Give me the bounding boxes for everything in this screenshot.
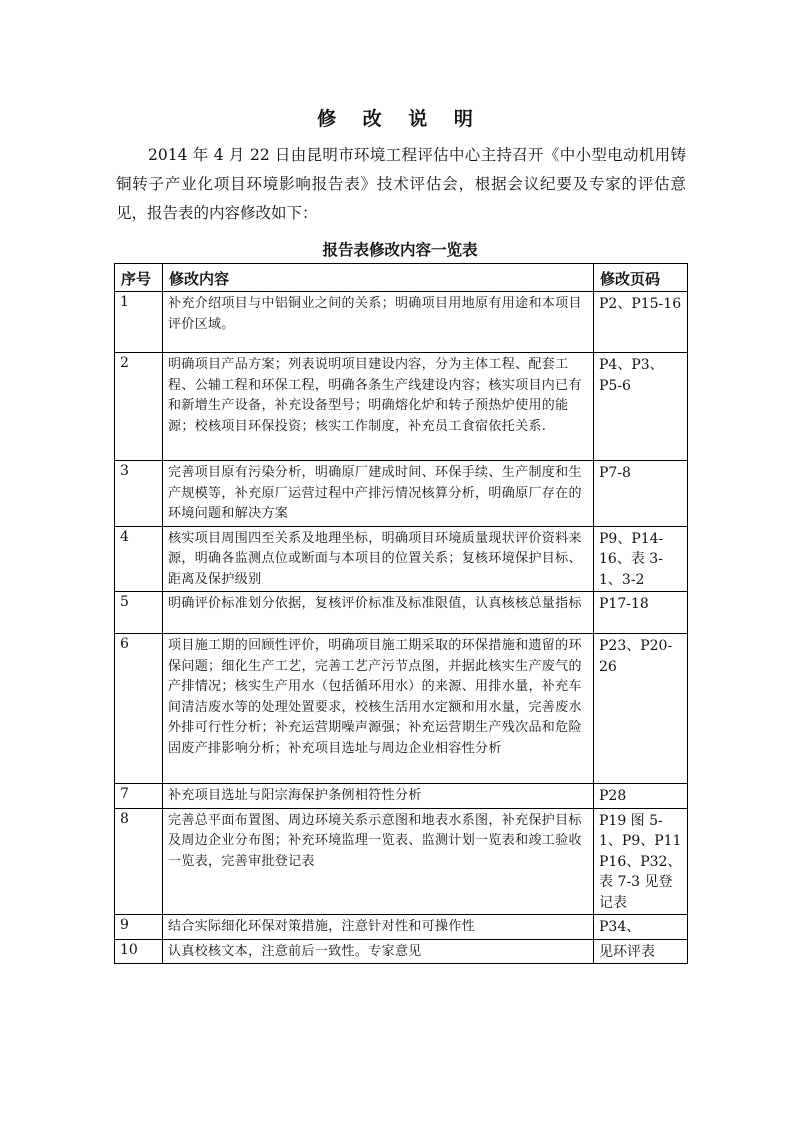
row-pages: P34、 — [594, 915, 688, 940]
row-content: 补充项目选址与阳宗海保护条例相符性分析 — [163, 784, 594, 809]
revision-table — [114, 263, 688, 964]
row-content: 项目施工期的回顾性评价，明确项目施工期采取的环保措施和遗留的环保问题；细化生产工艺，完善工艺产污节点图，并据此核实生产废气的产排情况；核实生产用水（包括循环用水）的来源、用排水量，补充车间清洁废水等的处理处置要求，校核生活用水定额和用水量，完善废水外排可行性分析；补充运营期噪声源强；补充运营期生产残次品和危险固废产排影响分析；补充项目选址与周边企业相容性分析 — [163, 634, 594, 784]
table-row — [115, 461, 688, 527]
row-pages: P7-8 — [594, 461, 688, 527]
intro-paragraph: 2014 年 4 月 22 日由昆明市环境工程评估中心主持召开《中小型电动机用铸铜转子产业化项目环境影响报告表》技术评估会，根据会议纪要及专家的评估意见，报告表的内容修改如下： — [116, 146, 686, 222]
table-row — [115, 292, 688, 353]
table-row — [115, 353, 688, 461]
table-header-row — [115, 264, 688, 292]
row-no: 3 — [115, 461, 163, 527]
row-content: 完善总平面布置图、周边环境关系示意图和地表水系图，补充保护目标及周边企业分布图；补充环境监理一览表、监测计划一览表和竣工验收一览表，完善审批登记表 — [163, 808, 594, 915]
row-content: 核实项目周围四至关系及地理坐标，明确项目环境质量现状评价资料来源，明确各监测点位或断面与本项目的位置关系；复核环境保护目标、距离及保护级别 — [163, 526, 594, 592]
row-content: 认真校核文本，注意前后一致性。专家意见 — [163, 939, 594, 964]
table-row — [115, 939, 688, 964]
row-pages: P17-18 — [594, 592, 688, 634]
table-row — [115, 915, 688, 940]
row-no: 5 — [115, 592, 163, 634]
row-pages: P4、P3、P5-6 — [594, 353, 688, 461]
row-pages: P28 — [594, 784, 688, 809]
table-row — [115, 526, 688, 592]
row-pages: P2、P15-16 — [594, 292, 688, 353]
table-row — [115, 808, 688, 915]
row-content: 明确评价标准划分依据，复核评价标准及标准限值，认真核核总量指标 — [163, 592, 594, 634]
row-pages: P9、P14-16、表 3-1、3-2 — [594, 526, 688, 592]
row-content: 补充介绍项目与中铝铜业之间的关系；明确项目用地原有用途和本项目评价区域。 — [163, 292, 594, 353]
row-no: 4 — [115, 526, 163, 592]
row-content: 结合实际细化环保对策措施，注意针对性和可操作性 — [163, 915, 594, 940]
row-no: 6 — [115, 634, 163, 784]
header-pages: 修改页码 — [594, 264, 688, 292]
row-content: 完善项目原有污染分析，明确原厂建成时间、环保手续、生产制度和生产规模等，补充原厂运营过程中产排污情况核算分析，明确原厂存在的环境问题和解决方案 — [163, 461, 594, 527]
row-pages: P19 图 5-1、P9、P11 P16、P32、表 7-3 见登记表 — [594, 808, 688, 915]
table-row — [115, 634, 688, 784]
row-content: 明确项目产品方案；列表说明项目建设内容，分为主体工程、配套工程、公辅工程和环保工程，明确各条生产线建设内容；核实项目内已有和新增生产设备，补充设备型号；明确熔化炉和转子预热炉使用的能源；校核项目环保投资；核实工作制度，补充员工食宿依托关系. — [163, 353, 594, 461]
page-title: 修 改 说 明 — [317, 108, 483, 130]
table-caption: 报告表修改内容一览表 — [322, 241, 478, 259]
row-no: 7 — [115, 784, 163, 809]
row-no: 9 — [115, 915, 163, 940]
header-no: 序号 — [115, 264, 163, 292]
row-pages: 见环评表 — [594, 939, 688, 964]
row-no: 1 — [115, 292, 163, 353]
table-row — [115, 592, 688, 634]
header-content: 修改内容 — [163, 264, 594, 292]
row-no: 8 — [115, 808, 163, 915]
row-no: 10 — [115, 939, 163, 964]
table-row — [115, 784, 688, 809]
row-no: 2 — [115, 353, 163, 461]
row-pages: P23、P20-26 — [594, 634, 688, 784]
